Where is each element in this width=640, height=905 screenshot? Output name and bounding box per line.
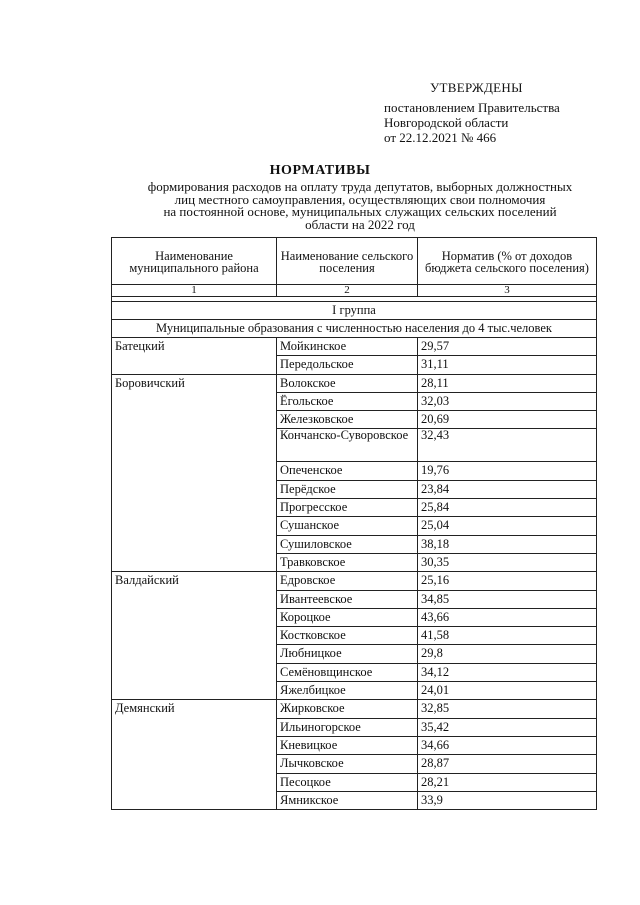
column-number: 1: [112, 285, 277, 297]
norm-value: 34,66: [418, 736, 597, 754]
district-name: Боровичский: [112, 374, 277, 572]
settlement-name: Травковское: [277, 553, 418, 571]
norm-value: 20,69: [418, 411, 597, 429]
table-row: [112, 338, 597, 356]
settlement-name: Едровское: [277, 572, 418, 590]
norm-value: 41,58: [418, 627, 597, 645]
document-title: НОРМАТИВЫ: [269, 163, 371, 178]
norm-value: 31,11: [418, 356, 597, 374]
approval-heading: УТВЕРЖДЕНЫ: [430, 80, 523, 95]
district-name: Валдайский: [112, 572, 277, 700]
settlement-name: Ильиногорское: [277, 718, 418, 736]
norm-value: 32,03: [418, 392, 597, 410]
norm-value: 34,12: [418, 663, 597, 681]
column-number-row: [112, 285, 597, 297]
group-subtitle-row: [112, 320, 597, 338]
approval-block: [384, 80, 560, 145]
norm-value: 32,43: [418, 429, 597, 462]
settlement-name: Любницкое: [277, 645, 418, 663]
settlement-name: Ямникское: [277, 791, 418, 809]
table-row: [112, 700, 597, 718]
norm-value: 23,84: [418, 480, 597, 498]
settlement-name: Кончанско-Суворовское: [277, 429, 418, 462]
settlement-name: Лычковское: [277, 755, 418, 773]
document-subtitle: [110, 181, 610, 231]
settlement-name: Сушиловское: [277, 535, 418, 553]
column-number: 2: [277, 285, 418, 297]
settlement-name: Ивантеевское: [277, 590, 418, 608]
norm-value: 34,85: [418, 590, 597, 608]
norm-value: 38,18: [418, 535, 597, 553]
settlement-name: Прогресское: [277, 499, 418, 517]
settlement-name: Волокское: [277, 374, 418, 392]
settlement-name: Опеченское: [277, 462, 418, 480]
header-settlement: Наименование сельского поселения: [277, 238, 418, 285]
norm-value: 24,01: [418, 682, 597, 700]
norm-value: 35,42: [418, 718, 597, 736]
norm-value: 25,16: [418, 572, 597, 590]
norm-value: 28,87: [418, 755, 597, 773]
approval-line-1: постановлением Правительства: [384, 100, 560, 115]
norm-value: 25,04: [418, 517, 597, 535]
district-name: Батецкий: [112, 338, 277, 375]
norm-value: 32,85: [418, 700, 597, 718]
group-subtitle: Муниципальные образования с численностью населения до 4 тыс.человек: [112, 320, 597, 338]
subtitle-line: лиц местного самоуправления, осуществляющих свои полномочия: [174, 191, 546, 207]
settlement-name: Передольское: [277, 356, 418, 374]
norm-value: 25,84: [418, 499, 597, 517]
settlement-name: Перёдское: [277, 480, 418, 498]
settlement-name: Кневицкое: [277, 736, 418, 754]
settlement-name: Песоцкое: [277, 773, 418, 791]
norms-table: [111, 237, 597, 810]
settlement-name: Ёгольское: [277, 392, 418, 410]
group-title-row: [112, 302, 597, 320]
approval-line-3: от 22.12.2021 № 466: [384, 130, 497, 145]
settlement-name: Костковское: [277, 627, 418, 645]
table-header-row: [112, 238, 597, 285]
norm-value: 28,11: [418, 374, 597, 392]
group-title: I группа: [112, 302, 597, 320]
table-row: [112, 374, 597, 392]
settlement-name: Сушанское: [277, 517, 418, 535]
column-number: 3: [418, 285, 597, 297]
settlement-name: Короцкое: [277, 608, 418, 626]
subtitle-line: области на 2022 год: [305, 216, 415, 232]
settlement-name: Жирковское: [277, 700, 418, 718]
settlement-name: Мойкинское: [277, 338, 418, 356]
approval-line-2: Новгородской области: [384, 115, 509, 130]
subtitle-line: на постоянной основе, муниципальных служащих сельских поселений: [163, 204, 557, 220]
norm-value: 29,57: [418, 338, 597, 356]
norm-value: 28,21: [418, 773, 597, 791]
norm-value: 33,9: [418, 791, 597, 809]
norm-value: 29,8: [418, 645, 597, 663]
settlement-name: Железковское: [277, 411, 418, 429]
settlement-name: Семёновщинское: [277, 663, 418, 681]
settlement-name: Яжелбицкое: [277, 682, 418, 700]
norm-value: 43,66: [418, 608, 597, 626]
table-body: [112, 338, 597, 810]
norm-value: 30,35: [418, 553, 597, 571]
norm-value: 19,76: [418, 462, 597, 480]
district-name: Демянский: [112, 700, 277, 810]
header-district: Наименование муниципального района: [112, 238, 277, 285]
subtitle-line: формирования расходов на оплату труда депутатов, выборных должностных: [147, 179, 573, 194]
table-row: [112, 572, 597, 590]
header-norm: Норматив (% от доходов бюджета сельского поселения): [418, 238, 597, 285]
